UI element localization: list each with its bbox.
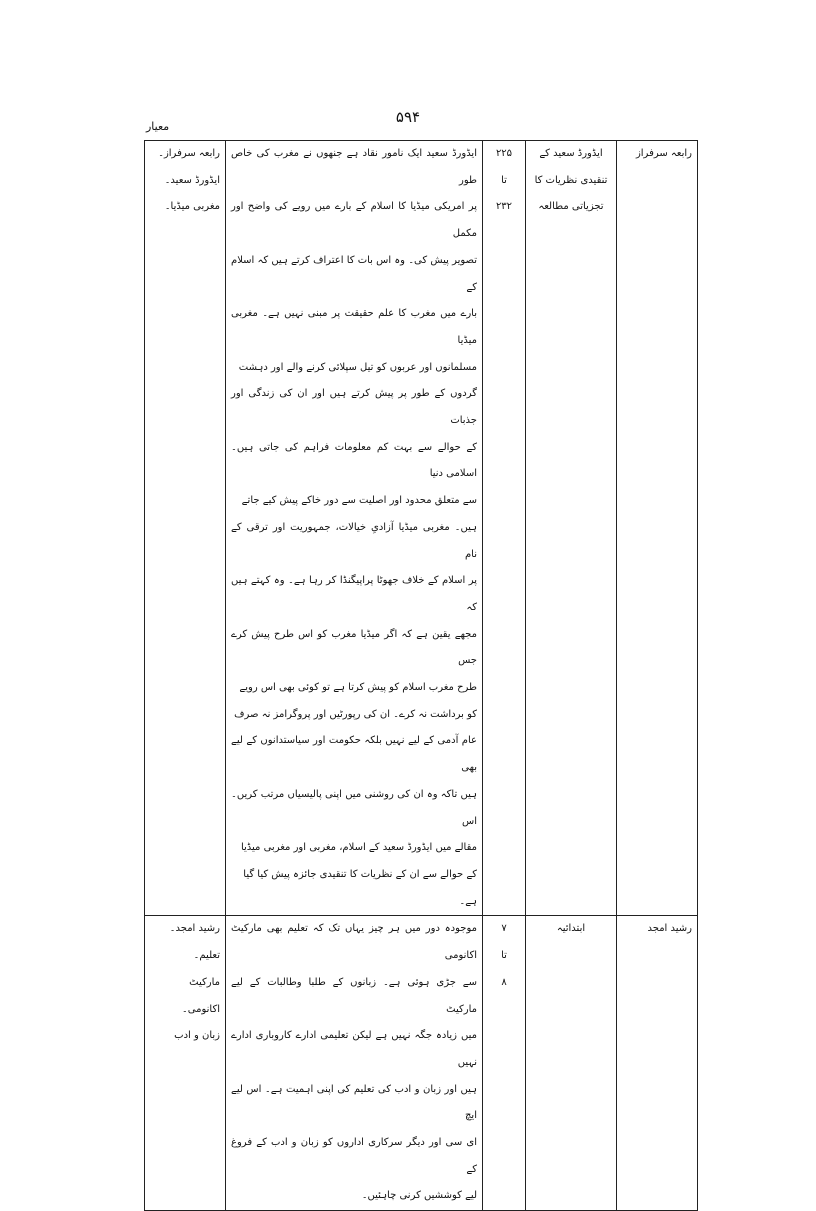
abstract-lines-line: پر اسلام کے خلاف جھوٹا پراپیگنڈا کر رہا ہے۔ وہ کہتے ہیں کہ [231,575,477,613]
page-number: ۵۹۴ [395,108,421,126]
title-lines-line: تجزیاتی مطالعہ [538,201,604,213]
abstract-lines-line: تصویر پیش کی۔ وہ اس بات کا اعتراف کرتے ہیں کہ اسلام کے [231,254,477,293]
abstract-lines-line: عام آدمی کے لیے نہیں بلکہ حکومت اور سیاستدانوں کے لیے بھی [231,735,477,774]
pages-cell [483,916,526,1211]
abstract-lines-line: ہے۔ [459,895,477,907]
abstract-lines-line: کے حوالے سے ان کے نظریات کا تنقیدی جائزہ پیش کیا گیا [243,868,477,880]
abstract-lines-line: ایڈورڈ سعید ایک نامور نقاد ہے جنھوں نے مغرب کی خاص طور [231,148,477,186]
table-row [145,141,698,916]
abstract-lines-line: سے متعلق محدود اور اصلیت سے دور خاکے پیش کیے جاتے [241,495,477,507]
journal-name: معیار [146,120,170,133]
keywords-line: مارکیٹ اکانومی۔ [181,976,220,1015]
abstract-lines-line: طرح مغرب اسلام کو پیش کرتا ہے تو کوئی بھی اس رویے [239,682,477,694]
abstract-lines-line: لیے کوششیں کرنی چاہئیں۔ [361,1190,477,1202]
title-cell [526,916,617,1211]
title-lines-line: ایڈورڈ سعید کے [539,148,603,159]
table-body [145,141,698,1211]
abstract-lines-line: کو برداشت نہ کرے۔ ان کی رپورٹیں اور پروگرامز نہ صرف [234,708,477,720]
pages-line: ۸ [501,976,507,988]
abstract-lines-line: مجھے یقین ہے کہ اگر میڈیا مغرب کو اس طرح پیش کرے جس [231,628,477,667]
title-cell [526,141,617,916]
author-name: رشید امجد [647,923,692,935]
pages-cell [483,141,526,916]
abstract-lines-line: گردوں کے طور پر پیش کرتے ہیں اور ان کی زندگی اور جذبات [231,388,477,427]
abstract-lines-line: پر امریکی میڈیا کا اسلام کے بارے میں رویے کی واضح اور مکمل [231,201,477,240]
abstract-lines-line: ای سی اور دیگر سرکاری اداروں کو زبان و ادب کے فروغ کے [231,1137,477,1175]
keywords-cell [145,916,226,1211]
abstract-lines-line: موجودہ دور میں ہر چیز یہاں تک کہ تعلیم بھی مارکیٹ اکانومی [231,923,477,962]
author-cell [617,916,698,1211]
keywords-line: ایڈورڈ سعید۔ [164,174,220,186]
article-index-table [144,140,698,1211]
abstract-cell [226,916,483,1211]
abstract-lines-line: کے حوالے سے بہت کم معلومات فراہم کی جاتی ہیں۔ اسلامی دنیا [231,441,477,480]
abstract-lines-line: سے جڑی ہوئی ہے۔ زبانوں کے طلبا وطالبات کے لیے مارکیٹ [231,976,477,1015]
abstract-lines-line: ہیں اور زبان و ادب کی تعلیم کی اپنی اہمیت ہے۔ اس لیے ایچ [231,1083,477,1122]
pages-line: تا [501,950,507,962]
abstract-lines-line: میں زیادہ جگہ نہیں ہے لیکن تعلیمی ادارے کاروباری ادارے نہیں [231,1030,477,1068]
keywords-line: تعلیم۔ [193,950,220,962]
keywords-line: رشید امجد۔ [169,923,220,935]
pages-line: ۲۲۵ [495,148,513,159]
keywords-cell [145,141,226,916]
keywords-line: زبان و ادب [174,1030,220,1042]
title-lines-line: ابتدائیہ [556,923,586,935]
pages-line: ۷ [501,923,507,935]
pages-line: تا [501,174,507,186]
pages-line: ۲۳۲ [495,201,513,213]
abstract-lines-line: بارے میں مغرب کا علم حقیقت پر مبنی نہیں ہے۔ مغربی میڈیا [231,308,477,346]
keywords-line: مغربی میڈیا۔ [164,201,220,213]
table-row [145,916,698,1211]
abstract-lines-line: مسلمانوں اور عربوں کو تیل سپلائی کرنے والے اور دہشت [238,361,477,373]
author-cell [617,141,698,916]
abstract-lines-line: ہیں۔ مغربی میڈیا آزادیِ خیالات، جمہوریت اور ترقی کے نام [231,521,477,560]
abstract-cell [226,141,483,916]
keywords-line: رابعہ سرفراز۔ [158,148,220,159]
abstract-lines-line: مقالے میں ایڈورڈ سعید کے اسلام، مغربی اور مغربی میڈیا [240,842,477,854]
abstract-lines-line: ہیں تاکہ وہ ان کی روشنی میں اپنی پالیسیاں مرتب کریں۔ اس [231,788,477,827]
title-lines-line: تنقیدی نظریات کا [534,174,608,186]
author-name: رابعہ سرفراز [635,148,692,159]
